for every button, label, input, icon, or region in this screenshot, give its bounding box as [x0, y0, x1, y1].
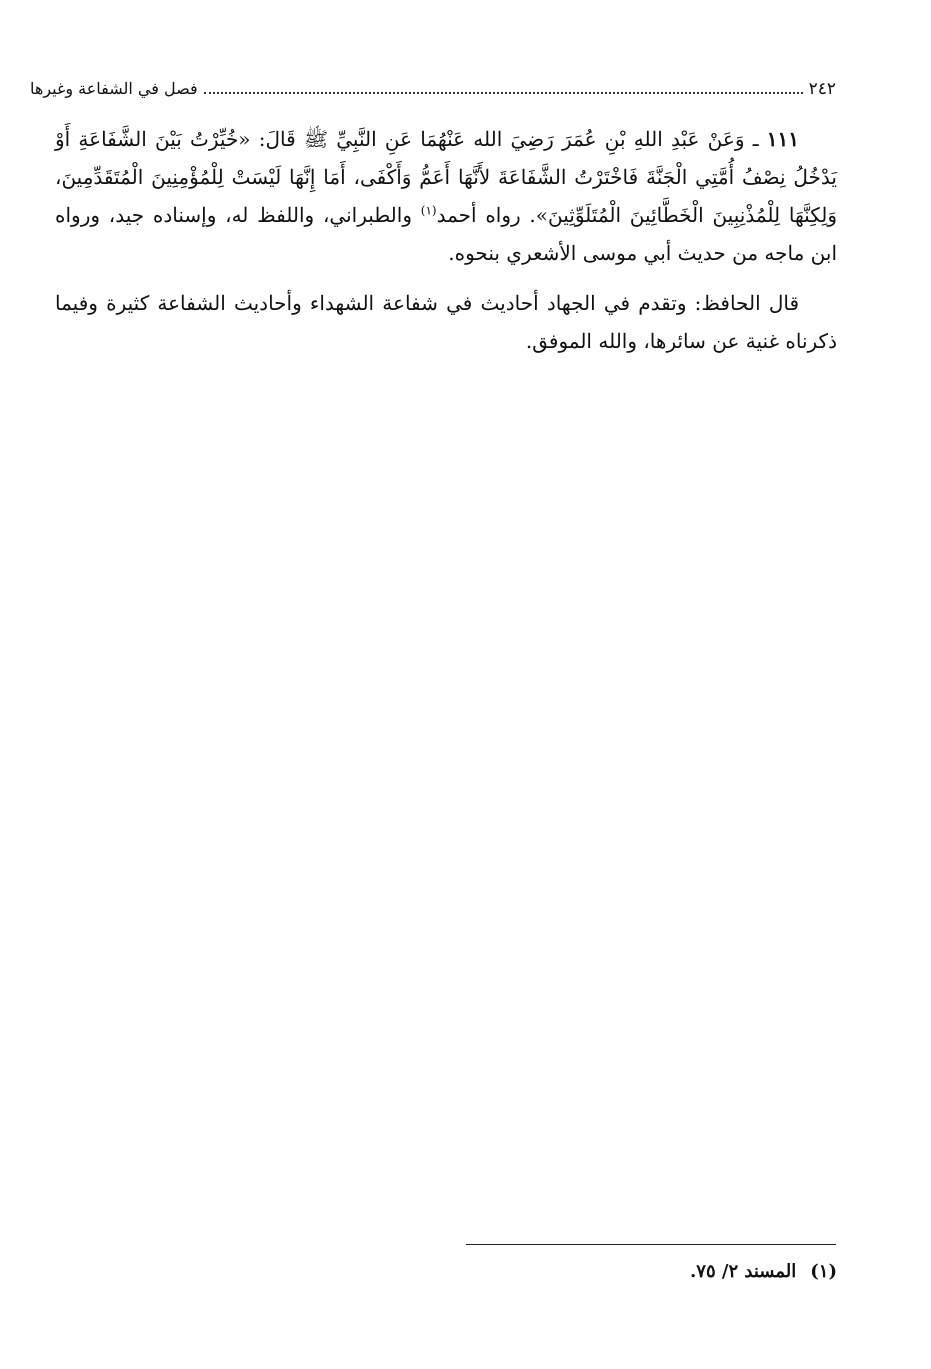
- hafiz-note: قال الحافظ: وتقدم في الجهاد أحاديث في شفاعة الشهداء وأحاديث الشفاعة كثيرة وفيما ذكرناه غنية عن سائرها، والله الموفق.: [55, 291, 837, 353]
- footnote-item: [400, 1258, 837, 1286]
- footnote-text: المسند ٢/ ٧٥.: [690, 1261, 797, 1282]
- running-header: [30, 74, 836, 104]
- footnote-number: (١): [810, 1261, 837, 1282]
- footnote-reference[interactable]: (١): [420, 203, 437, 218]
- hadith-separator: ـ: [744, 127, 767, 151]
- footnote-divider: [466, 1244, 836, 1245]
- footnotes: [400, 1258, 837, 1286]
- hadith-paragraph: [55, 120, 837, 272]
- hadith-number: ١١١: [766, 127, 800, 151]
- section-title: فصل في الشفاعة وغيرها: [30, 79, 198, 98]
- main-text: [55, 120, 837, 360]
- hadith-commentary: والطبراني، واللفظ له، وإسناده جيد، ورواه ابن ماجه من حديث أبي موسى الأشعري بنحوه.: [55, 203, 837, 265]
- page-number: ٢٤٢: [808, 79, 836, 99]
- dotted-leader: [204, 92, 803, 94]
- hadith-text: وَعَنْ عَبْدِ اللهِ بْنِ عُمَرَ رَضِيَ الله عَنْهُمَا عَنِ النَّبِيِّ ﷺ قَالَ: «خُيِّرْتُ بَيْنَ الشَّفَاعَةِ أَوْ يَدْخُلُ نِصْفُ أُمَّتِي الْجَنَّةَ فَاخْتَرْتُ الشَّفَاعَةَ لأَنَّهَا أَعَمُّ وَأَكْفَى، أَمَا إِنَّهَا لَيْسَتْ لِلْمُؤْمِنِينَ الْمُتَقَدِّمِينَ، وَلِكِنَّهَا لِلْمُذْنِبِينَ الْخَطَّائِينَ الْمُتَلَوِّثِينَ». رواه أحمد: [55, 127, 837, 227]
